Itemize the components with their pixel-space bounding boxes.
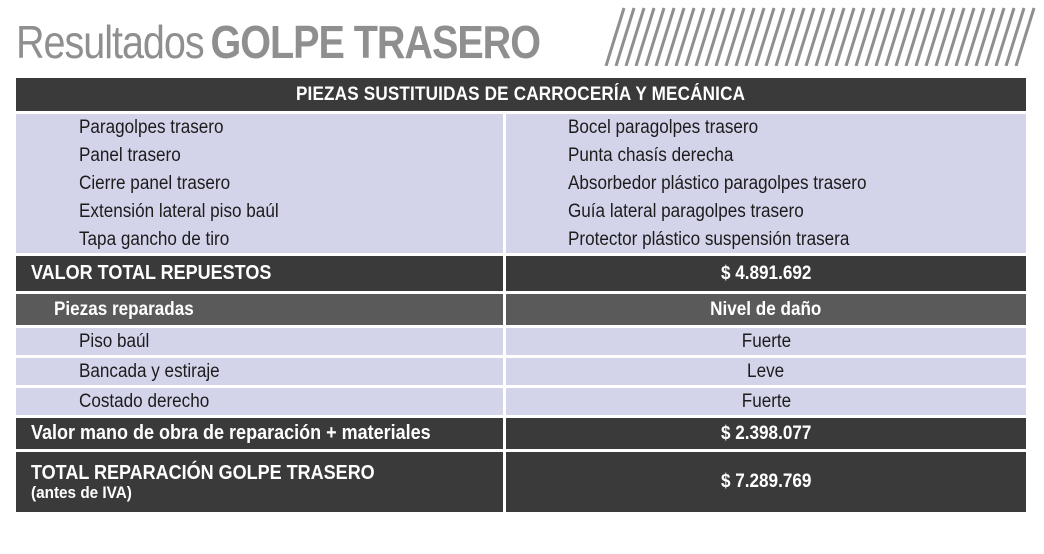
results-table <box>16 78 1026 512</box>
repaired-header-value-text: Nivel de daño <box>710 298 822 320</box>
repaired-header-value <box>506 294 1026 328</box>
list-item: Panel trasero <box>79 144 181 166</box>
parts-total-label <box>16 256 503 294</box>
repaired-part-name: Costado derecho <box>79 390 210 412</box>
list-item: Punta chasís derecha <box>568 144 734 166</box>
section-header <box>16 78 1026 114</box>
repaired-header-label <box>16 294 503 328</box>
parts-total-value <box>506 256 1026 294</box>
grand-total-sublabel: (antes de IVA) <box>31 483 132 502</box>
title-row <box>16 4 1044 74</box>
grand-total-value-text: $ 7.289.769 <box>720 471 812 492</box>
table-row <box>16 358 503 388</box>
list-item: Protector plástico suspensión trasera <box>568 228 850 250</box>
labor-value-text: $ 2.398.077 <box>720 422 812 444</box>
list-item: Extensión lateral piso baúl <box>79 200 279 222</box>
grand-total-value <box>506 452 1026 512</box>
parts-total-label-text: VALOR TOTAL REPUESTOS <box>31 262 272 284</box>
labor-label-text: Valor mano de obra de reparación + materiales <box>31 422 431 444</box>
grand-total-label <box>16 452 503 512</box>
replaced-parts-right <box>506 114 1026 256</box>
list-item: Tapa gancho de tiro <box>79 228 230 250</box>
labor-value <box>506 418 1026 452</box>
list-item: Guía lateral paragolpes trasero <box>568 200 804 222</box>
list-item: Bocel paragolpes trasero <box>568 116 759 138</box>
stripes-decoration <box>594 4 1044 66</box>
table-row <box>16 328 503 358</box>
title-bold: GOLPE TRASERO <box>210 16 540 68</box>
table-row-level <box>506 388 1026 418</box>
damage-level: Leve <box>747 360 785 382</box>
replaced-parts-left <box>16 114 503 256</box>
list-item: Cierre panel trasero <box>79 172 231 194</box>
repaired-part-name: Piso baúl <box>79 330 150 352</box>
labor-label <box>16 418 503 452</box>
title-light: Resultados <box>16 16 204 68</box>
table-row-level <box>506 358 1026 388</box>
list-item: Absorbedor plástico paragolpes trasero <box>568 172 867 194</box>
damage-level: Fuerte <box>741 330 791 352</box>
section-header-text: PIEZAS SUSTITUIDAS DE CARROCERÍA Y MECÁNICA <box>296 83 746 105</box>
grand-total-label-text: TOTAL REPARACIÓN GOLPE TRASERO <box>31 462 375 484</box>
list-item: Paragolpes trasero <box>79 116 224 138</box>
table-row-level <box>506 328 1026 358</box>
repaired-part-name: Bancada y estiraje <box>79 360 220 382</box>
parts-total-value-text: $ 4.891.692 <box>720 262 812 284</box>
damage-level: Fuerte <box>741 390 791 412</box>
table-row <box>16 388 503 418</box>
page-title <box>16 14 540 70</box>
repaired-header-label-text: Piezas reparadas <box>54 298 194 320</box>
